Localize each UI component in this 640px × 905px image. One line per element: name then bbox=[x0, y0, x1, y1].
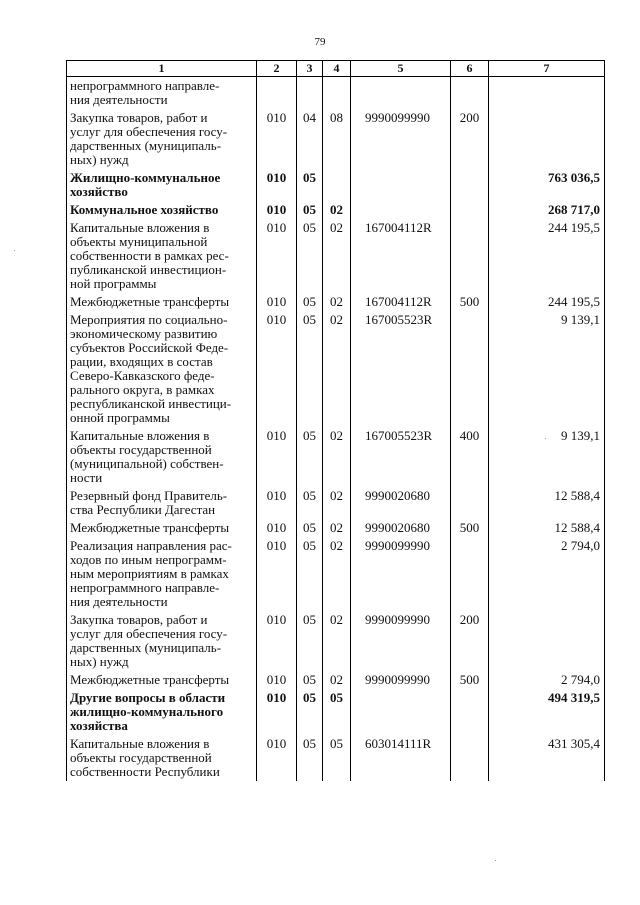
row-name: Резервный фонд Правитель- ства Республики Дагестан bbox=[67, 487, 257, 519]
row-code-5: 9990099990 bbox=[351, 611, 451, 671]
header-col-4: 4 bbox=[323, 61, 351, 77]
row-code-6 bbox=[451, 219, 489, 293]
row-code-3: 05 bbox=[297, 219, 323, 293]
row-code-6 bbox=[451, 201, 489, 219]
row-code-6 bbox=[451, 689, 489, 735]
table-row bbox=[67, 487, 605, 519]
table-row bbox=[67, 201, 605, 219]
row-name: Межбюджетные трансферты bbox=[67, 519, 257, 537]
row-code-3: 05 bbox=[297, 487, 323, 519]
row-code-2: 010 bbox=[257, 427, 297, 487]
table-row bbox=[67, 611, 605, 671]
row-code-5: 167005523R bbox=[351, 311, 451, 427]
row-name: Закупка товаров, работ и услуг для обеспечения госу- дарственных (муниципаль- ных) нужд bbox=[67, 109, 257, 169]
row-amount: 244 195,5 bbox=[489, 219, 605, 293]
table-body bbox=[67, 77, 605, 782]
header-col-1: 1 bbox=[67, 61, 257, 77]
table-row bbox=[67, 219, 605, 293]
row-amount: 431 305,4 bbox=[489, 735, 605, 781]
row-code-3: 05 bbox=[297, 311, 323, 427]
row-amount: 244 195,5 bbox=[489, 293, 605, 311]
table-row bbox=[67, 537, 605, 611]
row-amount: 494 319,5 bbox=[489, 689, 605, 735]
row-name: Межбюджетные трансферты bbox=[67, 671, 257, 689]
row-code-6 bbox=[451, 311, 489, 427]
table-row bbox=[67, 735, 605, 781]
row-code-3: 05 bbox=[297, 671, 323, 689]
row-code-2: 010 bbox=[257, 169, 297, 201]
row-code-4: 02 bbox=[323, 201, 351, 219]
table-row bbox=[67, 519, 605, 537]
row-name: Капитальные вложения в объекты государственной собственности Республики bbox=[67, 735, 257, 781]
row-code-2: 010 bbox=[257, 487, 297, 519]
header-col-2: 2 bbox=[257, 61, 297, 77]
row-code-4: 05 bbox=[323, 689, 351, 735]
row-code-5: 9990099990 bbox=[351, 109, 451, 169]
row-code-4 bbox=[323, 77, 351, 110]
row-code-2: 010 bbox=[257, 689, 297, 735]
row-code-3: 05 bbox=[297, 611, 323, 671]
row-code-6: 500 bbox=[451, 519, 489, 537]
row-code-6: 400 bbox=[451, 427, 489, 487]
scan-speck bbox=[495, 860, 496, 861]
scan-speck bbox=[14, 250, 15, 251]
header-col-6: 6 bbox=[451, 61, 489, 77]
row-code-3: 05 bbox=[297, 201, 323, 219]
row-amount bbox=[489, 109, 605, 169]
row-code-5: 603014111R bbox=[351, 735, 451, 781]
row-code-3 bbox=[297, 77, 323, 110]
header-col-3: 3 bbox=[297, 61, 323, 77]
row-code-3: 05 bbox=[297, 689, 323, 735]
row-code-2: 010 bbox=[257, 311, 297, 427]
row-code-5 bbox=[351, 77, 451, 110]
row-code-2 bbox=[257, 77, 297, 110]
row-amount: 12 588,4 bbox=[489, 519, 605, 537]
row-amount: 763 036,5 bbox=[489, 169, 605, 201]
row-name: Жилищно-коммунальное хозяйство bbox=[67, 169, 257, 201]
row-code-5: 9990020680 bbox=[351, 519, 451, 537]
row-code-6 bbox=[451, 537, 489, 611]
table-row bbox=[67, 77, 605, 110]
scan-speck bbox=[545, 438, 546, 439]
row-name: Мероприятия по социально- экономическому развитию субъектов Российской Феде- рации, входящих в состав Северо-Кавказского феде- рального округа, в рамках республиканской инвестици- онной программы bbox=[67, 311, 257, 427]
table-row bbox=[67, 293, 605, 311]
row-code-4: 02 bbox=[323, 293, 351, 311]
row-code-6 bbox=[451, 735, 489, 781]
row-code-2: 010 bbox=[257, 219, 297, 293]
row-code-5: 167005523R bbox=[351, 427, 451, 487]
row-code-3: 05 bbox=[297, 537, 323, 611]
row-code-2: 010 bbox=[257, 537, 297, 611]
row-code-2: 010 bbox=[257, 519, 297, 537]
row-name: Закупка товаров, работ и услуг для обеспечения госу- дарственных (муниципаль- ных) нужд bbox=[67, 611, 257, 671]
table-row bbox=[67, 311, 605, 427]
row-code-3: 05 bbox=[297, 293, 323, 311]
row-name: Капитальные вложения в объекты государственной (муниципальной) собствен- ности bbox=[67, 427, 257, 487]
row-code-5: 167004112R bbox=[351, 293, 451, 311]
row-code-4: 02 bbox=[323, 427, 351, 487]
row-code-6 bbox=[451, 169, 489, 201]
row-amount: 9 139,1 bbox=[489, 427, 605, 487]
row-name: Межбюджетные трансферты bbox=[67, 293, 257, 311]
row-code-6 bbox=[451, 77, 489, 110]
row-code-6: 200 bbox=[451, 109, 489, 169]
row-code-6: 500 bbox=[451, 293, 489, 311]
budget-table bbox=[66, 60, 605, 781]
row-code-4: 02 bbox=[323, 219, 351, 293]
row-amount: 9 139,1 bbox=[489, 311, 605, 427]
row-code-3: 05 bbox=[297, 427, 323, 487]
row-code-2: 010 bbox=[257, 611, 297, 671]
row-code-6 bbox=[451, 487, 489, 519]
row-name: Реализация направления рас- ходов по иным непрограмм- ным мероприятиям в рамках непрограммного направле- ния деятельности bbox=[67, 537, 257, 611]
row-code-2: 010 bbox=[257, 201, 297, 219]
row-amount: 268 717,0 bbox=[489, 201, 605, 219]
row-code-4: 02 bbox=[323, 311, 351, 427]
row-code-4: 02 bbox=[323, 487, 351, 519]
page-number: 79 bbox=[314, 36, 326, 48]
row-amount: 2 794,0 bbox=[489, 671, 605, 689]
row-code-5: 9990020680 bbox=[351, 487, 451, 519]
row-code-6: 500 bbox=[451, 671, 489, 689]
row-code-4: 05 bbox=[323, 735, 351, 781]
header-row bbox=[67, 61, 605, 77]
row-amount: 12 588,4 bbox=[489, 487, 605, 519]
row-code-3: 05 bbox=[297, 735, 323, 781]
row-code-4: 02 bbox=[323, 537, 351, 611]
row-name: Другие вопросы в области жилищно-коммунального хозяйства bbox=[67, 689, 257, 735]
row-code-5: 9990099990 bbox=[351, 537, 451, 611]
table-row bbox=[67, 169, 605, 201]
row-name: Капитальные вложения в объекты муниципальной собственности в рамках рес- публиканской инвестицион- ной программы bbox=[67, 219, 257, 293]
table-row bbox=[67, 427, 605, 487]
table-row bbox=[67, 671, 605, 689]
row-code-4 bbox=[323, 169, 351, 201]
row-code-4: 08 bbox=[323, 109, 351, 169]
row-name: непрограммного направле- ния деятельности bbox=[67, 77, 257, 110]
row-code-5: 9990099990 bbox=[351, 671, 451, 689]
row-code-2: 010 bbox=[257, 671, 297, 689]
row-amount bbox=[489, 77, 605, 110]
header-col-5: 5 bbox=[351, 61, 451, 77]
row-code-2: 010 bbox=[257, 735, 297, 781]
row-code-4: 02 bbox=[323, 671, 351, 689]
row-code-2: 010 bbox=[257, 109, 297, 169]
row-code-5: 167004112R bbox=[351, 219, 451, 293]
table-row bbox=[67, 689, 605, 735]
row-code-5 bbox=[351, 689, 451, 735]
row-amount: 2 794,0 bbox=[489, 537, 605, 611]
row-code-3: 05 bbox=[297, 169, 323, 201]
row-code-5 bbox=[351, 169, 451, 201]
table-row bbox=[67, 109, 605, 169]
row-amount bbox=[489, 611, 605, 671]
row-code-5 bbox=[351, 201, 451, 219]
row-code-3: 05 bbox=[297, 519, 323, 537]
row-code-3: 04 bbox=[297, 109, 323, 169]
row-code-2: 010 bbox=[257, 293, 297, 311]
row-code-6: 200 bbox=[451, 611, 489, 671]
row-name: Коммунальное хозяйство bbox=[67, 201, 257, 219]
row-code-4: 02 bbox=[323, 611, 351, 671]
row-code-4: 02 bbox=[323, 519, 351, 537]
header-col-7: 7 bbox=[489, 61, 605, 77]
